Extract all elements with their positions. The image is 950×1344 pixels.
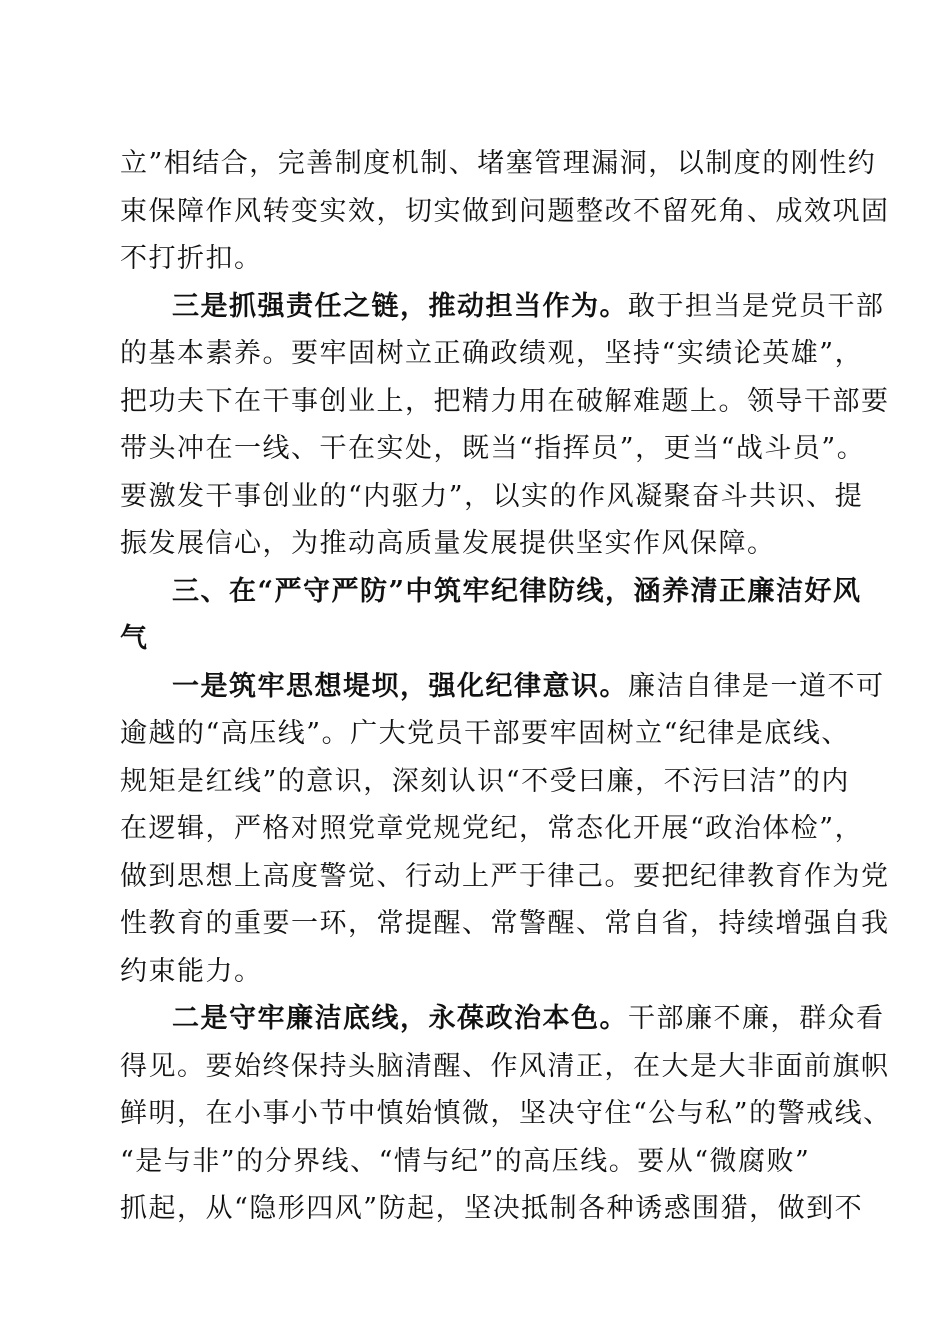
text-line: 振发展信心，为推动高质量发展提供坚实作风保障。	[120, 528, 776, 559]
paragraph-lead: 二是守牢廉洁底线，永葆政治本色。	[172, 1003, 628, 1034]
text-line: 得见。要始终保持头脑清醒、作风清正，在大是大非面前旗帜	[120, 1051, 890, 1082]
text-line: 性教育的重要一环，常提醒、常警醒、常自省，持续增强自我	[120, 908, 890, 939]
text-line: 立”相结合，完善制度机制、堵塞管理漏洞，以制度的刚性约	[120, 148, 877, 179]
section-heading: 三、在“严守严防”中筑牢纪律防线，涵养清正廉洁好风	[172, 576, 862, 607]
paragraph-first-line	[172, 669, 892, 705]
text-line: 做到思想上高度警觉、行动上严于律己。要把纪律教育作为党	[120, 861, 890, 892]
text-line: 鲜明，在小事小节中慎始慎微，坚决守住“公与私”的警戒线、	[120, 1098, 892, 1129]
text-line: 带头冲在一线、干在实处，既当“指挥员”，更当“战斗员”。	[120, 433, 866, 464]
text-line: 逾越的“高压线”。广大党员干部要牢固树立“纪律是底线、	[120, 718, 850, 749]
paragraph-first-line	[172, 289, 892, 325]
text-line: 约束能力。	[120, 956, 263, 987]
paragraph-text: 敢于担当是党员干部	[628, 291, 885, 322]
text-line: 抓起，从“隐形四风”防起，坚决抵制各种诱惑围猎，做到不	[120, 1193, 864, 1224]
text-line: 束保障作风转变实效，切实做到问题整改不留死角、成效巩固	[120, 196, 890, 227]
text-line: 规矩是红线”的意识，深刻认识“不受曰廉，不污曰洁”的内	[120, 766, 850, 797]
text-line: 不打折扣。	[120, 243, 263, 274]
paragraph-lead: 一是筑牢思想堤坝，强化纪律意识。	[172, 671, 628, 702]
text-line: 在逻辑，严格对照党章党规党纪，常态化开展“政治体检”，	[120, 813, 864, 844]
text-line: 要激发干事创业的“内驱力”，以实的作风凝聚奋斗共识、提	[120, 481, 864, 512]
paragraph-text: 廉洁自律是一道不可	[628, 671, 885, 702]
section-heading-continued: 气	[120, 623, 149, 654]
paragraph-lead: 三是抓强责任之链，推动担当作为。	[172, 291, 628, 322]
text-line: “是与非”的分界线、“情与纪”的高压线。要从“微腐败”	[120, 1146, 811, 1177]
text-line: 的基本素养。要牢固树立正确政绩观，坚持“实绩论英雄”，	[120, 338, 864, 369]
paragraph-first-line	[172, 1001, 892, 1037]
paragraph-text: 干部廉不廉，群众看	[628, 1003, 885, 1034]
text-line: 把功夫下在干事创业上，把精力用在破解难题上。领导干部要	[120, 386, 890, 417]
